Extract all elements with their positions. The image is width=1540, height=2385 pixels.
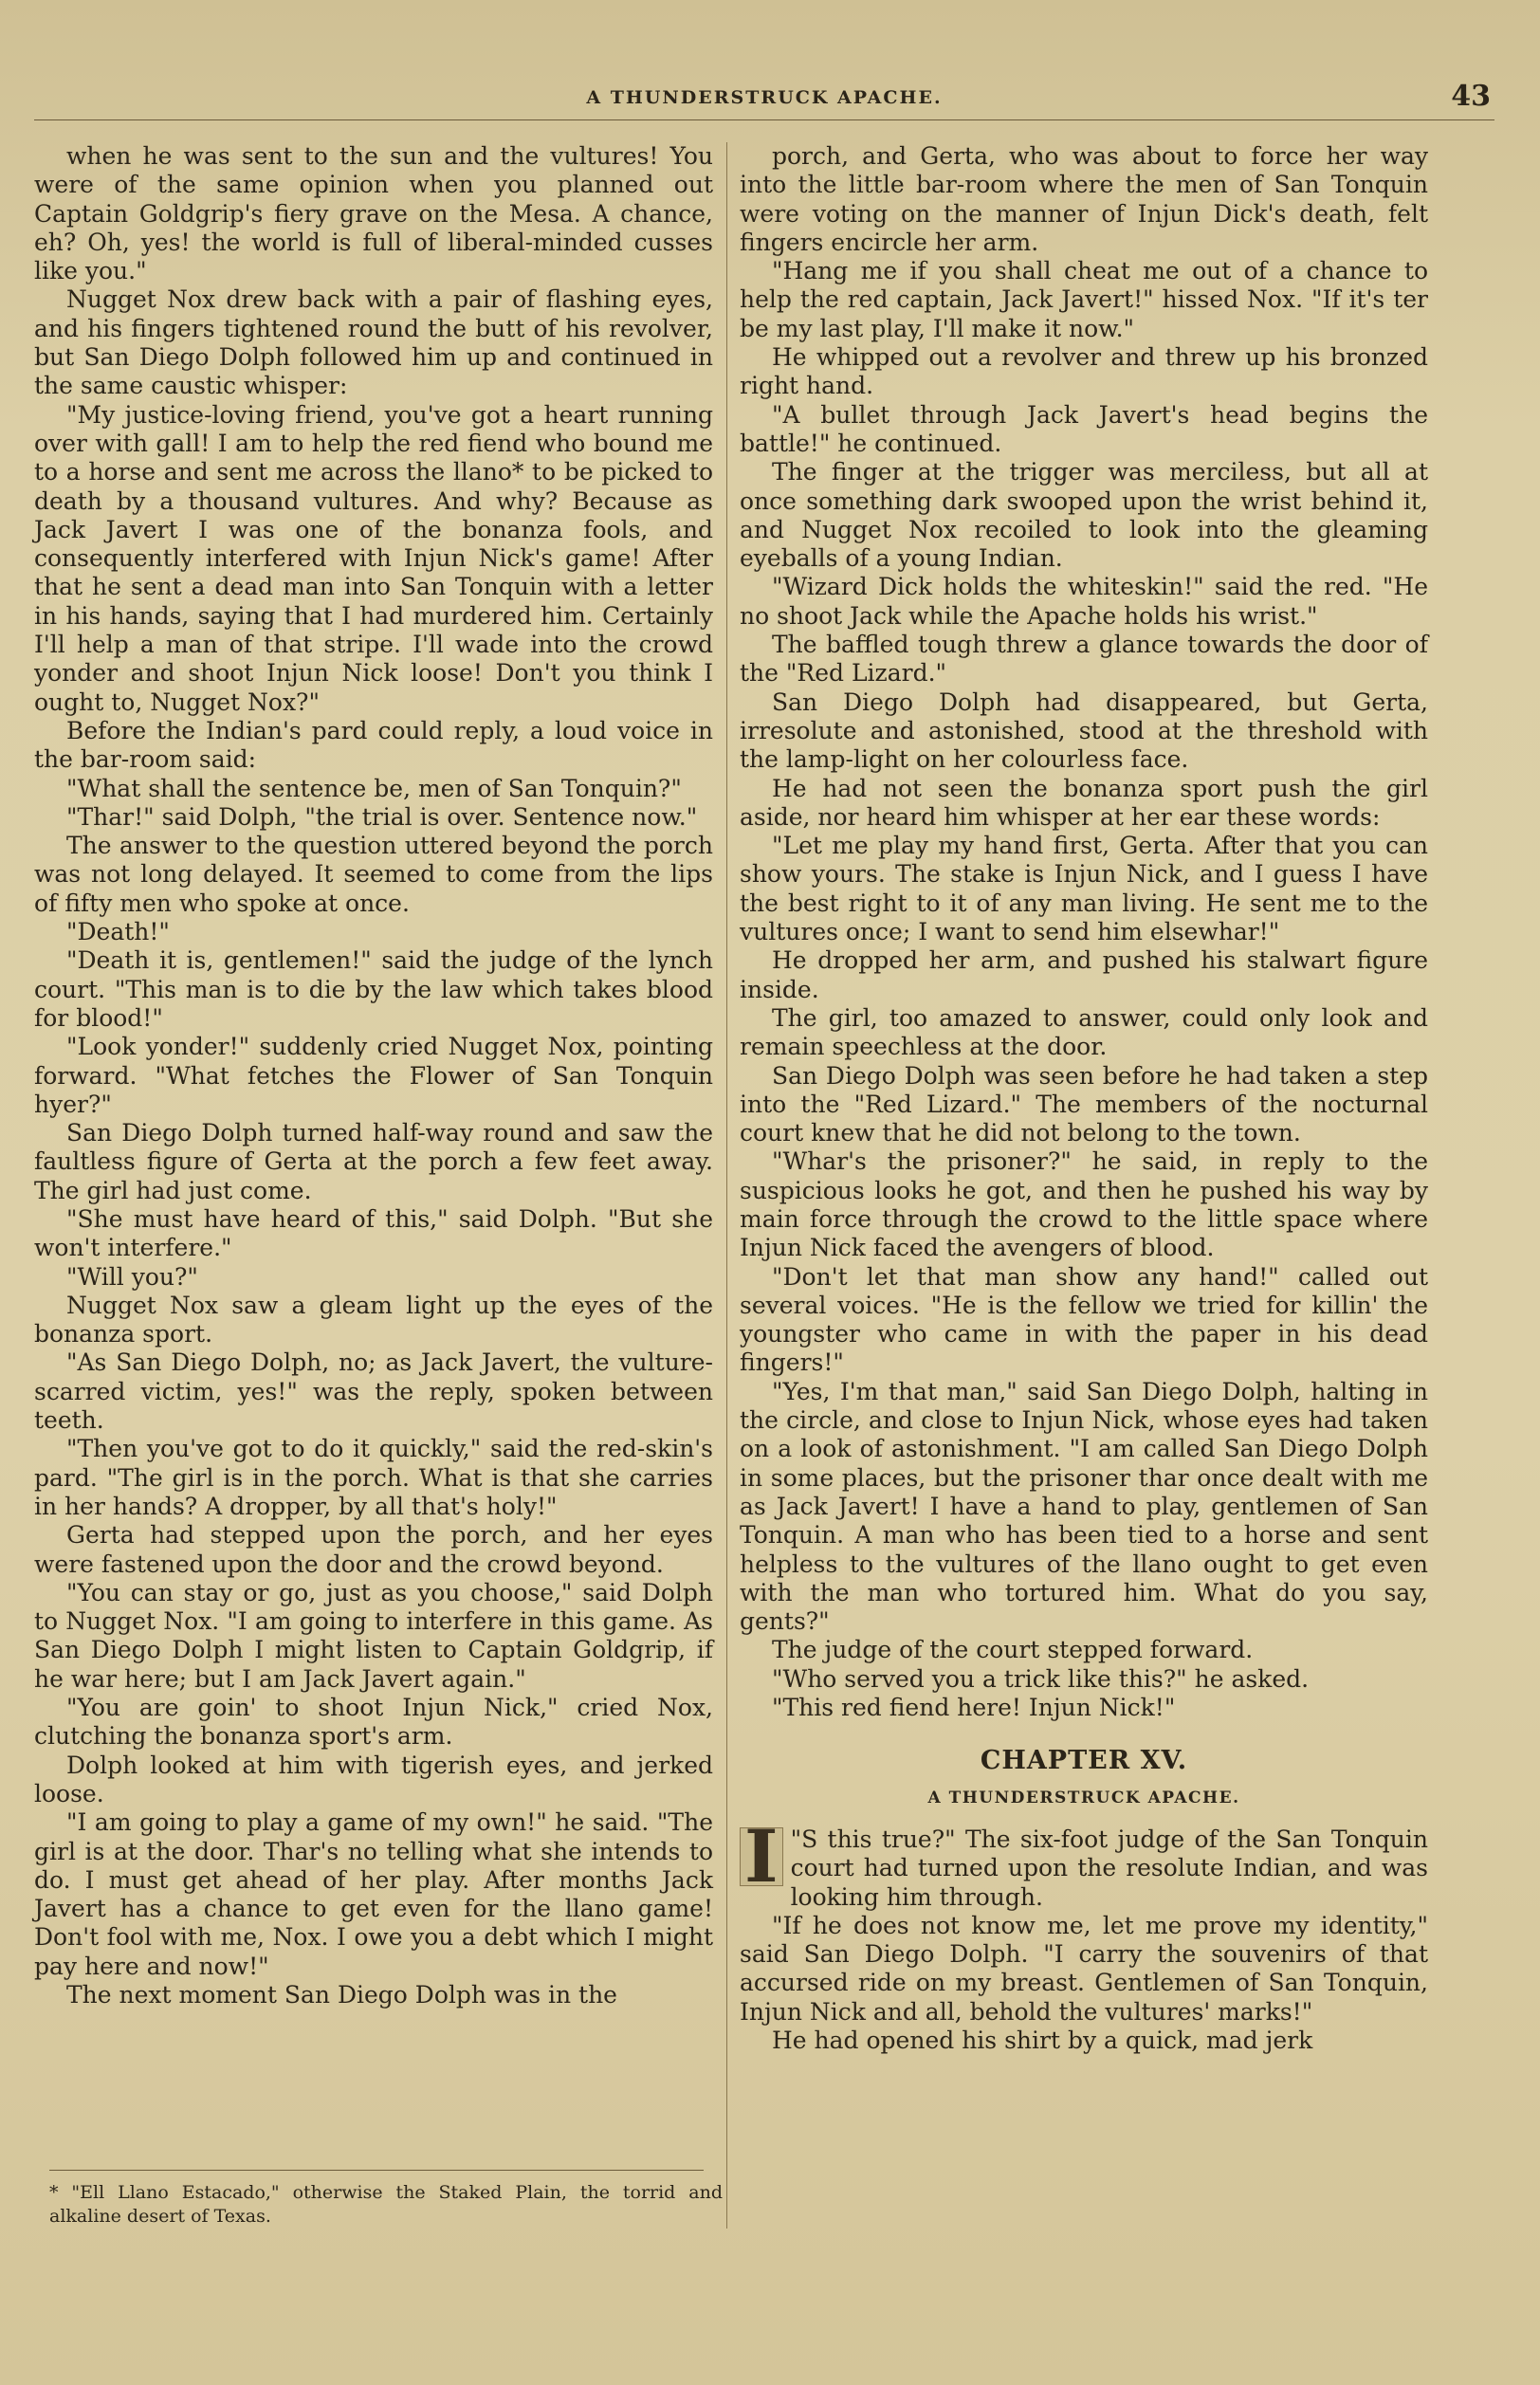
dropcap-quote: " [790, 1825, 802, 1853]
paragraph: "Then you've got to do it quickly," said the red-skin's pard. "The girl is in the porch. What is that she carries in her hands? A dropper, by all that's holy!" [34, 1435, 713, 1520]
column-divider [726, 142, 727, 2229]
paragraph: "Let me play my hand first, Gerta. After that you can show yours. The stake is Injun Nick, and I guess I have the best right to it of any man living. He sent me to the vultures once; I want to send him elsewhar!" [740, 832, 1428, 946]
page-number: 43 [1451, 80, 1491, 113]
page-header [34, 78, 1494, 120]
paragraph: "Wizard Dick holds the whiteskin!" said the red. "He no shoot Jack while the Apache holds his wrist." [740, 573, 1428, 630]
paragraph: He whipped out a revolver and threw up his bronzed right hand. [740, 343, 1428, 400]
chapter-opening-text: S this true?" The six-foot judge of the San Tonquin court had turned upon the resolute Indian, and was looking him through. [790, 1825, 1428, 1911]
paragraph: The answer to the question uttered beyond the porch was not long delayed. It seemed to come from the lips of fifty men who spoke at once. [34, 832, 713, 917]
chapter-subtitle: A THUNDERSTRUCK APACHE. [927, 1788, 1240, 1807]
paragraph: He dropped her arm, and pushed his stalwart figure inside. [740, 946, 1428, 1003]
paragraph: "Thar!" said Dolph, "the trial is over. Sentence now." [66, 802, 698, 831]
footnote-rule [49, 2170, 704, 2171]
paragraph: "If he does not know me, let me prove my identity," said San Diego Dolph. "I carry the souvenirs of that accursed ride on my breast. Gentlemen of San Tonquin, Injun Nick and all, behold the vultures' marks!" [740, 1911, 1428, 2026]
paragraph: "Whar's the prisoner?" he said, in reply to the suspicious looks he got, and then he pushed his way by main force through the crowd to the little space where Injun Nick faced the avengers of blood. [740, 1147, 1428, 1262]
paragraph: "Who served you a trick like this?" he asked. [772, 1664, 1310, 1693]
paragraph: San Diego Dolph had disappeared, but Gerta, irresolute and astonished, stood at the threshold with the lamp-light on her colourless face. [740, 688, 1428, 774]
paragraph: The girl, too amazed to answer, could only look and remain speechless at the door. [740, 1003, 1428, 1061]
paragraph: The baffled tough threw a glance towards the door of the "Red Lizard." [740, 631, 1428, 688]
paragraph: Before the Indian's pard could reply, a loud voice in the bar-room said: [34, 716, 713, 774]
chapter-title: CHAPTER XV. [980, 1746, 1188, 1776]
dropcap-letter: I [740, 1827, 783, 1886]
running-title: A THUNDERSTRUCK APACHE. [586, 87, 943, 108]
paragraph: The judge of the court stepped forward. [772, 1636, 1254, 1664]
paragraph: "I am going to play a game of my own!" he said. "The girl is at the door. Thar's no telling what she intends to do. I must get ahead of her play. After months Jack Javert has a chance to get even for the llano game! Don't fool with me, Nox. I owe you a debt which I might pay here and now!" [34, 1808, 713, 1980]
paragraph: "Look yonder!" suddenly cried Nugget Nox, pointing forward. "What fetches the Flower of San Tonquin hyer?" [34, 1033, 713, 1118]
paragraph: "My justice-loving friend, you've got a heart running over with gall! I am to help the red fiend who bound me to a horse and sent me across the llano* to be picked to death by a thousand vultures. And why? Because as Jack Javert I was one of the bonanza fools, and consequently interfered with Injun Nick's game! After that he sent a dead man into San Tonquin with a letter in his hands, saying that I had murdered him. Certainly I'll help a man of that stripe. I'll wade into the crowd yonder and shoot Injun Nick loose! Don't you think I ought to, Nugget Nox?" [34, 400, 713, 716]
paragraph: Nugget Nox drew back with a pair of flashing eyes, and his fingers tightened round the butt of his revolver, but San Diego Dolph followed him up and continued in the same caustic whisper: [34, 285, 713, 400]
paragraph: Dolph looked at him with tigerish eyes, and jerked loose. [34, 1751, 713, 1807]
paragraph: "Death!" [66, 918, 170, 946]
paragraph: Gerta had stepped upon the porch, and her eyes were fastened upon the door and the crowd beyond. [34, 1521, 713, 1578]
paragraph: "Don't let that man show any hand!" called out several voices. "He is the fellow we tried for killin' the youngster who came in with the paper in his dead fingers!" [740, 1262, 1428, 1377]
paragraph: "Death it is, gentlemen!" said the judge of the lynch court. "This man is to die by the law which takes blood for blood!" [34, 946, 713, 1032]
right-column [740, 142, 1428, 2055]
paragraph: "She must have heard of this," said Dolph. "But she won't interfere." [34, 1204, 713, 1262]
paragraph: San Diego Dolph turned half-way round and saw the faultless figure of Gerta at the porch a few feet away. The girl had just come. [34, 1119, 713, 1204]
paragraph: when he was sent to the sun and the vultures! You were of the same opinion when you planned out Captain Goldgrip's fiery grave on the Mesa. A chance, eh? Oh, yes! the world is full of liberal-minded cusses like you." [34, 142, 713, 285]
footnote: * "Ell Llano Estacado," otherwise the Staked Plain, the torrid and alkaline desert of Texas. [49, 2182, 723, 2227]
paragraph: "What shall the sentence be, men of San Tonquin?" [66, 774, 682, 802]
right-column-paragraphs [740, 142, 1428, 1722]
paragraph: "As San Diego Dolph, no; as Jack Javert, the vulture-scarred victim, yes!" was the reply, spoken between teeth. [34, 1348, 713, 1435]
chapter-paragraphs [740, 1912, 1428, 2055]
paragraph: He had not seen the bonanza sport push the girl aside, nor heard him whisper at her ear these words: [740, 774, 1428, 831]
paragraph: Nugget Nox saw a gleam light up the eyes of the bonanza sport. [34, 1291, 713, 1348]
paragraph: "A bullet through Jack Javert's head begins the battle!" he continued. [740, 400, 1428, 457]
paragraph: "You are goin' to shoot Injun Nick," cried Nox, clutching the bonanza sport's arm. [34, 1694, 713, 1751]
paragraph: "You can stay or go, just as you choose," said Dolph to Nugget Nox. "I am going to interfere in this game. As San Diego Dolph I might listen to Captain Goldgrip, if he war here; but I am Jack Javert again." [34, 1578, 713, 1693]
paragraph: He had opened his shirt by a quick, mad jerk [772, 2027, 1313, 2054]
paragraph: "This red fiend here! Injun Nick!" [772, 1694, 1176, 1722]
paragraph: "Hang me if you shall cheat me out of a chance to help the red captain, Jack Javert!" hissed Nox. "If it's ter be my last play, I'll make it now." [740, 257, 1428, 342]
paragraph: The finger at the trigger was merciless, but all at once something dark swooped upon the wrist behind it, and Nugget Nox recoiled to look into the gleaming eyeballs of a young Indian. [740, 458, 1428, 573]
paragraph: "Yes, I'm that man," said San Diego Dolph, halting in the circle, and close to Injun Nick, whose eyes had taken on a look of astonishment. "I am called San Diego Dolph in some places, but the prisoner thar once dealt with me as Jack Javert! I have a hand to play, gentlemen of San Tonquin. A man who has been tied to a horse and sent helpless to the vultures of the llano ought to get even with the man who tortured him. What do you say, gents?" [740, 1377, 1428, 1636]
paragraph: San Diego Dolph was seen before he had taken a step into the "Red Lizard." The members of the nocturnal court knew that he did not belong to the town. [740, 1061, 1428, 1147]
paragraph: The next moment San Diego Dolph was in the [66, 1981, 617, 2009]
paragraph: "Will you?" [66, 1262, 198, 1291]
paragraph: porch, and Gerta, who was about to force her way into the little bar-room where the men of San Tonquin were voting on the manner of Injun Dick's death, felt fingers encircle her arm. [740, 142, 1428, 256]
left-column [34, 142, 713, 2009]
chapter-opening-paragraph [740, 1813, 1428, 1912]
